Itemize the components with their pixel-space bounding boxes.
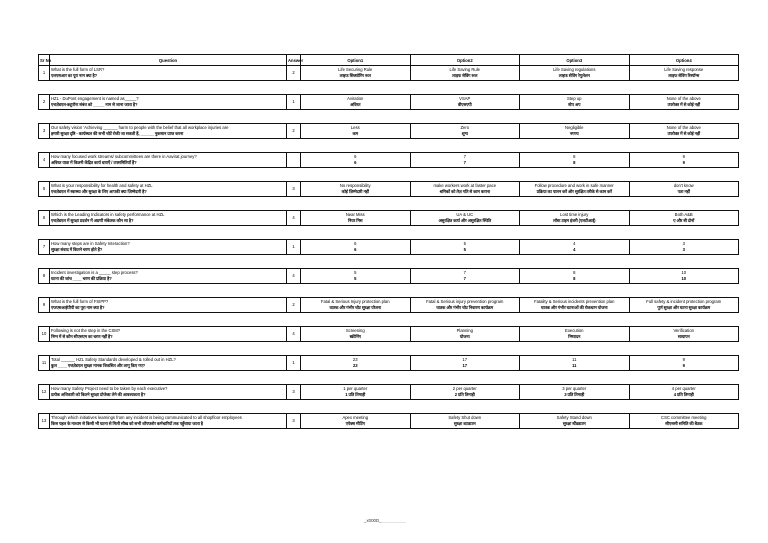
option1-cell [301,414,411,429]
option-text-en: 1 per quarter [343,386,368,392]
option-text-en: Aviration [347,96,364,102]
row-spacer-cell [39,225,739,240]
option-text-hi: स्टेप अप [568,101,581,107]
question-text-en: What is the full form of FSIPP? [51,299,109,305]
option-text-hi: कोई ज़िम्मेदारी नहीं [341,188,369,194]
option-text-hi: 1 प्रति तिमाही [345,391,366,397]
option2-cell [410,298,520,313]
quiz-body [39,66,739,429]
header-sr-no: Sr No [39,55,50,66]
quiz-sheet [38,54,738,429]
option-text-hi: 2 प्रति तिमाही [454,391,475,397]
option-text-en: Fatal & Serious injury prevention program [426,299,504,305]
option-text-hi: 6 [354,246,357,252]
question-cell [50,95,287,110]
answer-cell: 2 [287,66,301,81]
question-text-hi: एचज़ेडएल में सुरक्षा प्रदर्शन में अग्रणी संकेतक कौन सा है? [51,217,134,223]
answer-cell: 4 [287,327,301,342]
header-option2: Option2 [410,55,520,66]
row-spacer-cell [39,312,739,327]
question-cell [50,414,287,429]
question-text-hi: एफएसआईपीपी का पूरा नाम क्या है? [51,304,105,310]
option4-cell [629,182,739,197]
row-spacer [39,370,739,385]
option-text-en: don't know [673,183,694,189]
question-cell [50,124,287,139]
option-text-hi: 7 [463,275,466,281]
answer-cell: 1 [287,240,301,255]
option-text-en: Fatal & Serious Injury protection plan [320,299,390,305]
option-text-en: make workers work at faster pace [433,183,497,189]
option4-cell [629,385,739,400]
option1-cell [301,385,411,400]
option4-cell [629,153,739,168]
question-text-hi: निम्न में से कौन सीएसएम का चरण नहीं है? [51,333,113,339]
option-text-hi: प्रक्रिया का पालन करें और सुरक्षित तरीके से काम करें [536,188,612,194]
footer-mark-text: _x000D_ [364,518,382,523]
question-text-en: HZL - DuPont engagement is named as_____? [51,96,139,102]
option3-cell [520,95,630,110]
option-text-hi: लाइफ सेविंग रूल [452,72,478,78]
option2-cell [410,356,520,371]
footer-mark-tail: __________ [381,518,406,523]
question-text-hi: अविरत यात्रा में कितनी केंद्रित कार्य धाराएँ / उपसमितियाँ हैं? [51,159,137,165]
option-text-en: CSC committee meeting [661,415,707,421]
question-row [39,95,739,110]
sr-no-cell: 1 [39,66,50,81]
option1-cell [301,182,411,197]
option3-cell [520,327,630,342]
option-text-hi: 23 [353,362,358,368]
option-text-hi: लाइफ सिक्योरिंग रूल [339,72,371,78]
question-text-en: Total ______ HZL Safety Standards developed & rolled out in HZL? [51,357,176,363]
option-text-hi: निष्पादन [568,333,581,339]
row-spacer [39,399,739,414]
option3-cell [520,385,630,400]
option-text-en: 5 [463,241,466,247]
option-text-en: Both A&B [674,212,693,218]
option4-cell [629,95,739,110]
row-spacer-cell [39,399,739,414]
option-text-hi: उपरोक्त में से कोई नहीं [667,130,701,136]
option-text-en: 3 [682,241,685,247]
option-text-en: Verification [673,328,694,334]
header-option3: Option3 [520,55,630,66]
question-row [39,385,739,400]
sr-no-cell: 9 [39,298,50,313]
option-text-en: Less [350,125,360,131]
option-text-en: Full safety & incident protection program [646,299,722,305]
option3-cell [520,66,630,81]
option4-cell [629,298,739,313]
option2-cell [410,327,520,342]
option-text-hi: पता नहीं [677,188,690,194]
row-spacer [39,254,739,269]
option-text-en: 8 [573,154,576,160]
option-text-hi: शून्य [461,130,468,136]
question-text-en: Following is not the step in the CSM? [51,328,121,334]
option-text-hi: श्रमिकों को तेज़ गति से काम कराना [439,188,491,194]
option3-cell [520,211,630,226]
question-row [39,211,739,226]
question-text-en: How many steps are in Safety Interaction? [51,241,130,247]
row-spacer [39,312,739,327]
header-question: Question [50,55,287,66]
row-spacer-cell [39,196,739,211]
option-text-hi: सुरक्षा शटडाउन [453,420,476,426]
option3-cell [520,153,630,168]
sr-no-cell: 12 [39,385,50,400]
sr-no-cell: 3 [39,124,50,139]
option2-cell [410,95,520,110]
row-spacer-cell [39,341,739,356]
option-text-en: 10 [681,270,687,276]
option-text-hi: 9 [682,159,685,165]
answer-cell: 3 [287,182,301,197]
answer-cell: 2 [287,124,301,139]
option1-cell [301,211,411,226]
option1-cell [301,240,411,255]
option-text-hi: 3 प्रति तिमाही [564,391,585,397]
answer-cell: 4 [287,269,301,284]
option1-cell [301,269,411,284]
row-spacer-cell [39,254,739,269]
option-text-en: 4 per quarter [671,386,696,392]
option-text-hi: 5 [463,246,466,252]
option-text-en: Safety Shut down [448,415,482,421]
option-text-en: None of the above [666,125,701,131]
option-text-en: 2 per quarter [452,386,477,392]
option-text-en: 8 [573,270,576,276]
option-text-hi: लाइफ सेविंग रेगुलेशन [558,72,590,78]
question-text-en: How many Safety Project need to be taken by each executive? [51,386,168,392]
option2-cell [410,269,520,284]
option1-cell [301,356,411,371]
question-row [39,240,739,255]
question-text-hi: एलएसआर का पूरा नाम क्या है? [51,72,98,78]
option-text-hi: स्क्रीनिंग [349,333,361,339]
question-row [39,269,739,284]
question-cell [50,327,287,342]
option3-cell [520,298,630,313]
option-text-en: 9 [682,154,685,160]
question-cell [50,211,287,226]
row-spacer [39,196,739,211]
option-text-hi: पूर्ण सुरक्षा और घटना सुरक्षा कार्यक्रम [657,304,711,310]
row-spacer [39,167,739,182]
option-text-hi: लाइफ सेविंग रिस्पॉन्स [668,72,700,78]
row-spacer-cell [39,80,739,95]
question-text-en: Which is the Leading Indicators in safety performance at HZL [51,212,165,218]
option-text-hi: 8 [573,275,576,281]
option3-cell [520,124,630,139]
option-text-hi: सुरक्षा स्टैंडडाउन [562,420,586,426]
option-text-en: 11 [572,357,577,363]
question-text-en: What is your responsibility for health and safety at HZL [51,183,153,189]
sr-no-cell: 10 [39,327,50,342]
option-text-en: Life Saving Rule [449,67,480,73]
question-row [39,153,739,168]
sr-no-cell: 6 [39,211,50,226]
option-text-en: Step up [567,96,582,102]
answer-cell: 3 [287,385,301,400]
option-text-en: No responsibility [339,183,371,189]
option-text-en: UA & UC [456,212,474,218]
option-text-en: 6 [354,154,357,160]
option4-cell [629,327,739,342]
answer-cell: 2 [287,298,301,313]
question-text-en: Incident investigation is a _____ step process? [51,270,138,276]
question-cell [50,298,287,313]
option-text-hi: उपरोक्त में से कोई नहीं [667,101,701,107]
row-spacer-cell [39,167,739,182]
row-spacer [39,225,739,240]
option1-cell [301,124,411,139]
option-text-en: Follow procedure and work in safe manner [534,183,614,189]
option1-cell [301,327,411,342]
option4-cell [629,124,739,139]
option-text-hi: अविरत [350,101,361,107]
question-text-en: What is the full form of LSR? [51,67,105,73]
option-text-hi: 11 [572,362,577,368]
option-text-hi: 4 [573,246,576,252]
option2-cell [410,385,520,400]
option-text-hi: सीएससी समिति की बैठक [665,420,703,426]
question-text-hi: कुल ____ एचज़ेडएल सुरक्षा मानक विकसित और लागू किए गए? [51,362,146,368]
header-option1: Option1 [301,55,411,66]
option-text-en: VSAP [459,96,471,102]
option-text-en: Fatality & Serious incidents prevention plan [534,299,615,305]
option3-cell [520,414,630,429]
option-text-hi: लॉस्ट टाइम इंजरी (एलटीआई) [553,217,596,223]
option3-cell [520,269,630,284]
option-text-en: 4 [573,241,576,247]
option4-cell [629,414,739,429]
question-text-hi: प्रत्येक अधिकारी को कितने सुरक्षा प्रोजेक्ट लेने की आवश्यकता है? [51,391,146,397]
option-text-en: Zero [460,125,470,131]
option-text-en: 3 per quarter [562,386,587,392]
option-text-hi: घातक और गंभीर घटनाओं की रोकथाम योजना [540,304,608,310]
option-text-hi: वीएसएपी [457,101,472,107]
row-spacer [39,109,739,124]
question-row [39,66,739,81]
option-text-en: Life Saving response [664,67,704,73]
question-text-en: Through which initiatives learnings from any incident is being communicated to all shopfloor employees [51,415,242,421]
question-cell [50,240,287,255]
option-text-en: Safety Stand down [556,415,592,421]
option-text-en: Life Securing Rule [338,67,373,73]
option-text-en: 7 [463,270,466,276]
question-cell [50,269,287,284]
row-spacer [39,138,739,153]
question-cell [50,385,287,400]
option2-cell [410,153,520,168]
option-text-hi: 9 [682,362,685,368]
question-row [39,124,739,139]
option-text-hi: 3 [682,246,685,252]
row-spacer [39,341,739,356]
option-text-hi: 10 [681,275,686,281]
option-text-en: Near Miss [345,212,365,218]
question-text-en: How many focused work streams/ subcommittees are there in Aavirat journey? [51,154,197,160]
option-text-en: Screening [345,328,365,334]
option4-cell [629,211,739,226]
option2-cell [410,182,520,197]
question-text-hi: एचज़ेडएल में स्वास्थ्य और सुरक्षा के लिए आपकी क्या ज़िम्मेदारी है? [51,188,147,194]
option-text-en: Lost time injury [560,212,589,218]
answer-cell [287,153,301,168]
option4-cell [629,269,739,284]
option2-cell [410,414,520,429]
option-text-hi: 4 प्रति तिमाही [673,391,694,397]
option-text-hi: असुरक्षित कार्य और असुरक्षित स्थिति [438,217,492,223]
option2-cell [410,240,520,255]
question-text-hi: घटना की जांच ____ चरण की प्रक्रिया है? [51,275,112,281]
option2-cell [410,66,520,81]
option2-cell [410,124,520,139]
option-text-en: 5 [354,270,357,276]
option-text-hi: 17 [462,362,467,368]
question-text-hi: सुरक्षा संवाद में कितने चरण होते हैं? [51,246,103,252]
option3-cell [520,356,630,371]
answer-cell: 3 [287,414,301,429]
sr-no-cell: 4 [39,153,50,168]
question-text-en: Our safety vision 'Achieving ______ harm to people with the belief that all workplace injuries are [51,125,229,131]
option3-cell [520,240,630,255]
option-text-hi: 5 [354,275,357,281]
option-text-hi: 6 [354,159,357,165]
option-text-en: Life Saving regulations [553,67,596,73]
option-text-en: None of the above [666,96,701,102]
header-option4: Option4 [629,55,739,66]
answer-cell: 4 [287,211,301,226]
option4-cell [629,240,739,255]
option-text-hi: कम [352,130,359,136]
sr-no-cell: 11 [39,356,50,371]
question-row [39,327,739,342]
option1-cell [301,153,411,168]
option-text-en: 9 [682,357,685,363]
header-answer: Answer [287,55,301,66]
header-row [39,55,739,66]
question-cell [50,356,287,371]
question-cell [50,66,287,81]
question-row [39,298,739,313]
option-text-hi: घातक और गंभीर चोट निवारण कार्यक्रम [436,304,494,310]
footer-mark [364,518,406,523]
option-text-en: 23 [352,357,358,363]
option4-cell [629,66,739,81]
option1-cell [301,298,411,313]
row-spacer-cell [39,283,739,298]
answer-cell: 1 [287,95,301,110]
option-text-hi: 7 [463,159,466,165]
option-text-hi: एपेक्स मीटिंग [345,420,365,426]
quiz-table [38,54,739,429]
option-text-en: Execution [565,328,584,334]
option-text-en: Apex meeting [342,415,369,421]
option3-cell [520,182,630,197]
option-text-en: 6 [354,241,357,247]
row-spacer [39,80,739,95]
row-spacer [39,283,739,298]
sr-no-cell: 7 [39,240,50,255]
question-cell [50,182,287,197]
question-text-hi: एचज़ेडएल-ड्यूपॉन्ट संबंध को _____ नाम से जाना जाता है? [51,101,138,107]
option-text-hi: योजना [459,333,470,339]
question-row [39,414,739,429]
option-text-hi: नियर मिस [347,217,363,223]
question-row [39,182,739,197]
option-text-hi: घातक और गंभीर चोट सुरक्षा योजना [329,304,381,310]
option1-cell [301,66,411,81]
question-text-hi: किस पहल के माध्यम से किसी भी घटना से मिली सीख को सभी शॉपफ्लोर कर्मचारियों तक पहुँचाया जाता है [51,420,203,426]
option-text-hi: ए और बी दोनों [673,217,695,223]
option-text-en: Negligible [565,125,584,131]
sr-no-cell: 2 [39,95,50,110]
question-row [39,356,739,371]
option-text-en: Planning [456,328,473,334]
option-text-en: 7 [463,154,466,160]
option-text-hi: नगण्य [569,130,579,136]
option4-cell [629,356,739,371]
question-cell [50,153,287,168]
option1-cell [301,95,411,110]
sr-no-cell: 5 [39,182,50,197]
option-text-hi: 8 [573,159,576,165]
sr-no-cell: 8 [39,269,50,284]
row-spacer-cell [39,138,739,153]
option-text-hi: सत्यापन [677,333,690,339]
row-spacer-cell [39,109,739,124]
option-text-en: 17 [462,357,468,363]
question-text-hi: हमारी सुरक्षा दृष्टि - कार्यस्थल की सभी चोटें रोकी जा सकती हैं, ______ नुकसान प्राप्त करना [51,130,184,136]
sr-no-cell: 13 [39,414,50,429]
option2-cell [410,211,520,226]
answer-cell: 1 [287,356,301,371]
row-spacer-cell [39,370,739,385]
